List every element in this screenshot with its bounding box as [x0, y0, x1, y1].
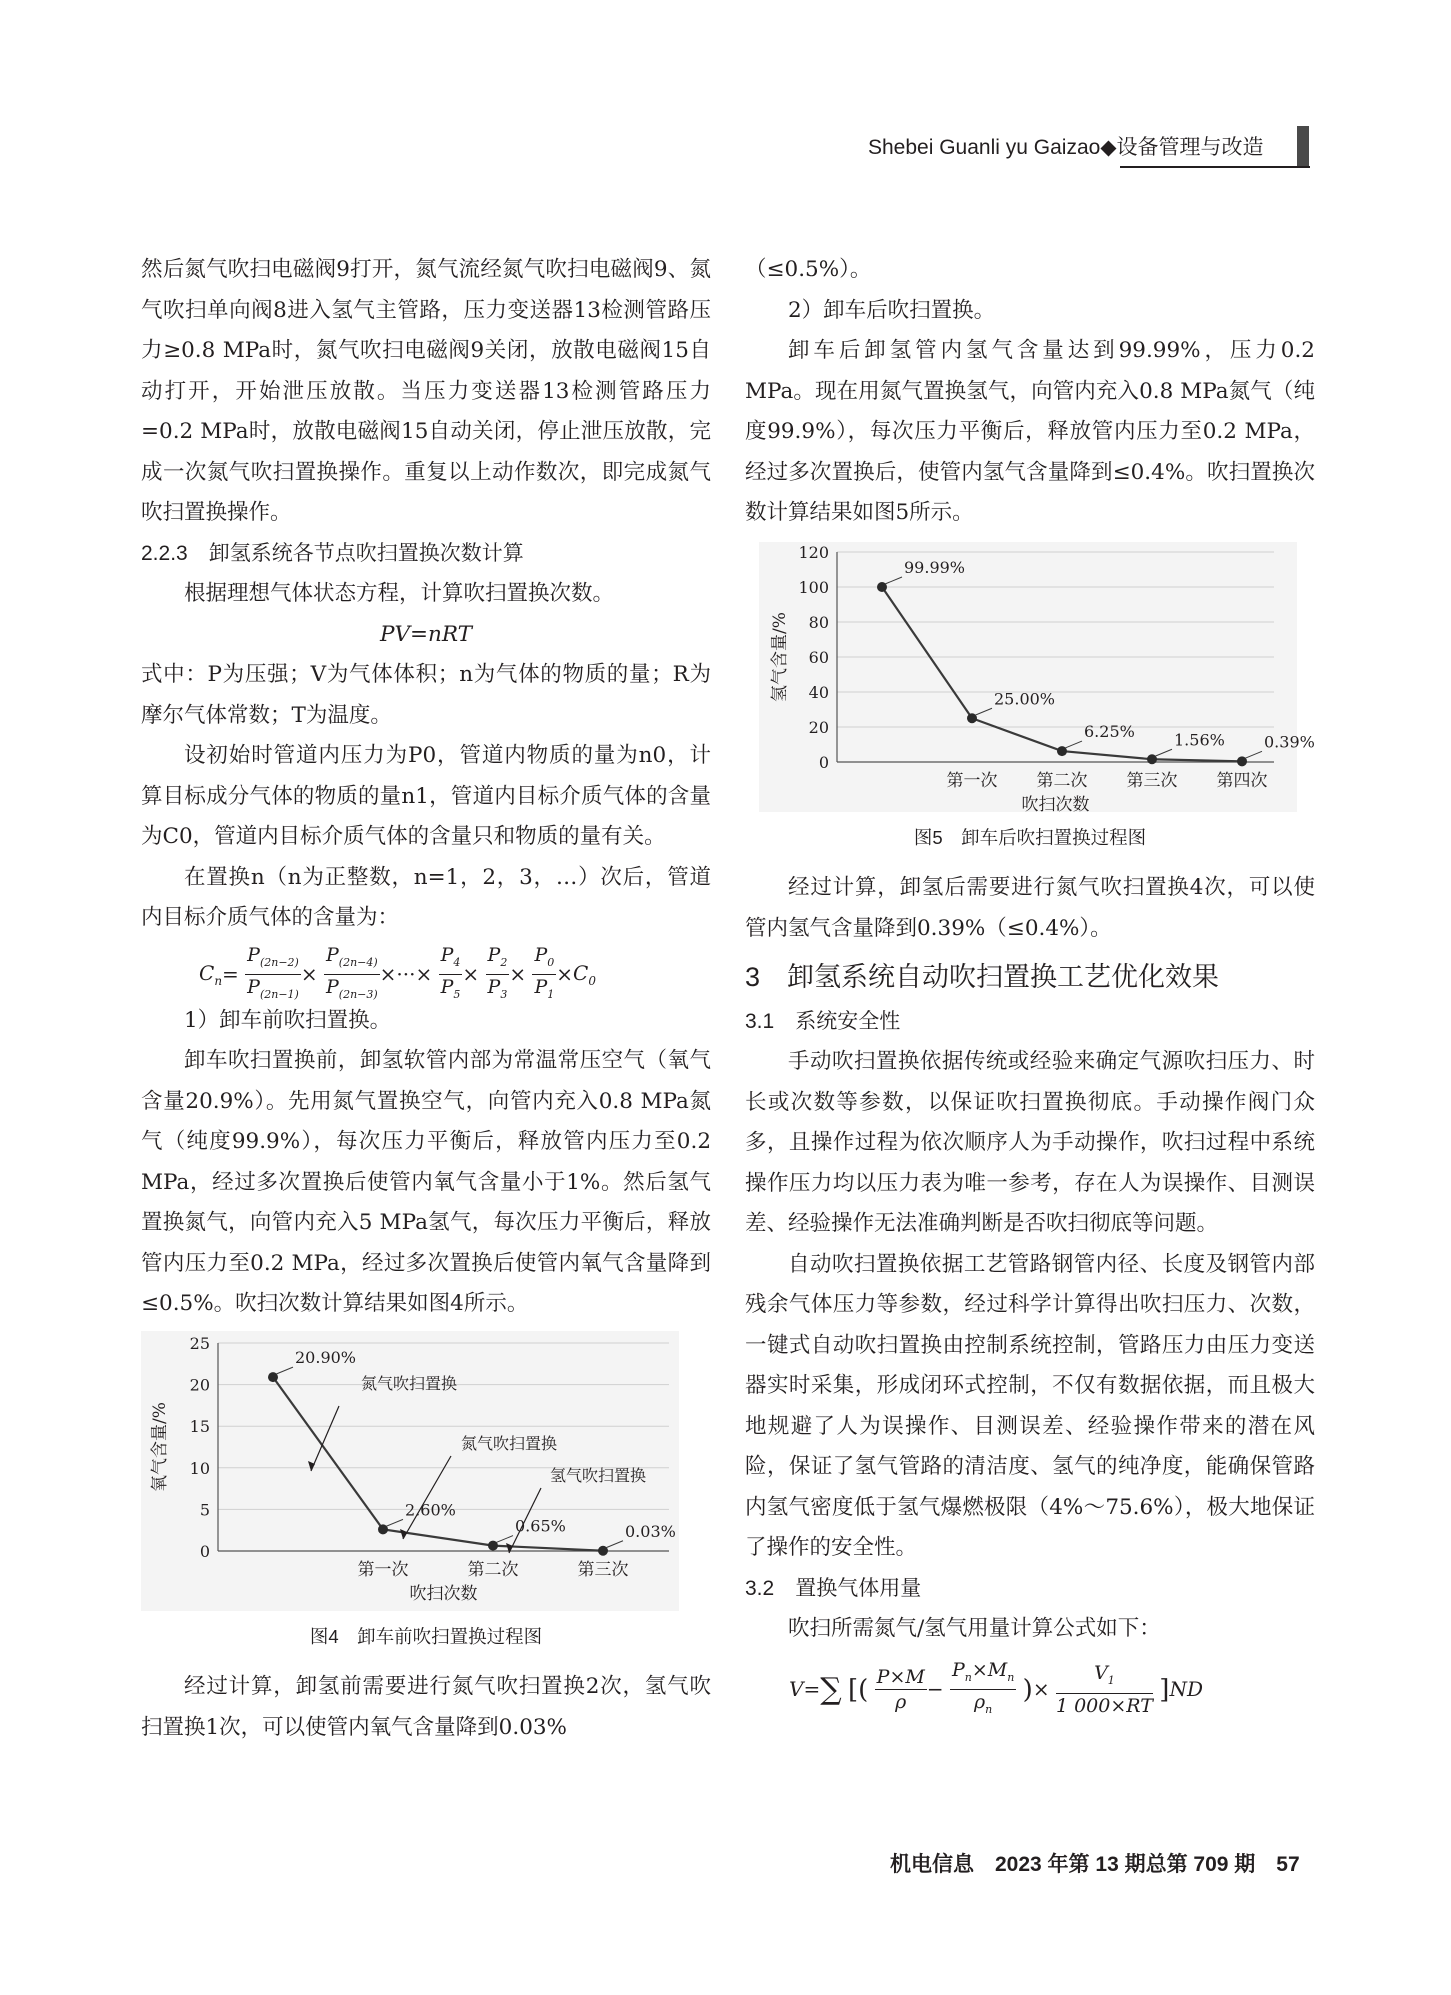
data-label: 99.99%	[904, 557, 966, 577]
y-tick-label: 25	[189, 1333, 210, 1353]
y-tick-label: 20	[189, 1375, 210, 1395]
data-label-leader	[885, 577, 902, 584]
data-label-leader	[496, 1535, 513, 1542]
data-label: 6.25%	[1084, 721, 1135, 741]
paragraph: 式中：P为压强；V为气体体积；n为气体的物质的量；R为摩尔气体常数；T为温度。	[141, 662, 711, 728]
y-tick-label: 60	[808, 647, 829, 667]
chart-4-svg	[141, 1331, 679, 1611]
figure-5-chart	[759, 542, 1315, 815]
y-tick-label: 0	[199, 1541, 210, 1561]
paragraph: 设初始时管道内压力为P0，管道内物质的量为n0，计算目标成分气体的物质的量n1，管道内目标介质气体的含量为C0，管道内目标介质气体的含量只和物质的量有关。	[141, 743, 711, 849]
paragraph: 1）卸车前吹扫置换。	[184, 1007, 392, 1033]
paragraph: 在置换n（n为正整数，n=1，2，3，…）次后，管道内目标介质气体的含量为：	[141, 864, 711, 930]
annotation-label: 氢气吹扫置换	[550, 1465, 647, 1485]
paragraph: 手动吹扫置换依据传统或经验来确定气源吹扫压力、时长或次数等参数，以保证吹扫置换彻底。手动操作阀门众多，且操作过程为依次顺序人为手动操作，吹扫过程中系统操作压力均以压力表为唯一参考，存在人为误操作、目测误差、经验操作无法准确判断是否吹扫彻底等问题。	[745, 1049, 1315, 1236]
equation-ideal-gas: PV=nRT	[379, 621, 472, 647]
x-tick-label: 第四次	[1216, 770, 1268, 791]
paragraph: 吹扫所需氮气/氢气用量计算公式如下：	[788, 1616, 1161, 1641]
y-tick-label: 15	[189, 1416, 210, 1436]
x-tick-label: 第一次	[357, 1559, 409, 1580]
annotation-label: 氮气吹扫置换	[461, 1433, 558, 1453]
data-label-leader	[606, 1540, 623, 1547]
annotation-arrow	[403, 1456, 451, 1539]
data-label: 0.39%	[1264, 731, 1315, 751]
left-column	[141, 250, 711, 1748]
y-axis-title: 氧气含量/%	[150, 1401, 170, 1492]
equation-gas-volume: V=∑ [( $\frac{P\times M}{\rho}$ − $\frac{P_n\times M_n}{\rho_n}$ )× $\frac{V_1}{1 000\times RT}$ ]ND	[789, 1658, 1203, 1718]
running-header: Shebei Guanli yu Gaizao◆设备管理与改造	[868, 136, 1264, 159]
paragraph: 经过计算，卸氢后需要进行氮气吹扫置换4次，可以使管内氢气含量降到0.39%（≤0.4%）。	[745, 875, 1315, 941]
y-tick-label: 10	[189, 1458, 210, 1478]
y-tick-label: 0	[818, 752, 829, 772]
y-tick-label: 120	[798, 542, 829, 562]
data-label-leader	[1155, 749, 1172, 756]
x-tick-label: 第三次	[577, 1559, 629, 1580]
y-tick-label: 5	[199, 1499, 210, 1519]
data-label-leader	[1065, 741, 1082, 748]
data-label: 25.00%	[994, 688, 1056, 708]
y-tick-label: 40	[808, 682, 829, 702]
paragraph: 卸车吹扫置换前，卸氢软管内部为常温常压空气（氧气含量20.9%）。先用氮气置换空气，向管内充入0.8 MPa氮气（纯度99.9%），每次压力平衡后，释放管内压力至0.2 MPa，经过多次置换后使管内氧气含量小于1%。然后氢气置换氮气，向管内充入5 MPa氢气，每次压力平衡后，释放管内压力至0.2 MPa，经过多次置换后使管内氧气含量降到≤0.5%。吹扫次数计算结果如图4所示。	[141, 1048, 711, 1316]
right-column	[745, 250, 1315, 1720]
section-heading: 3 卸氢系统自动吹扫置换工艺优化效果	[745, 962, 1220, 992]
data-label: 0.03%	[625, 1521, 676, 1541]
paragraph: 2）卸车后吹扫置换。	[788, 297, 996, 323]
annotation-arrowhead	[308, 1461, 315, 1471]
subsection-heading: 3.1 系统安全性	[745, 1009, 901, 1033]
y-tick-label: 20	[808, 717, 829, 737]
y-axis-title: 氢气含量/%	[770, 611, 790, 702]
figure-4-caption: 图4 卸车前吹扫置换过程图	[309, 1625, 543, 1647]
subsection-heading: 2.2.3 卸氢系统各节点吹扫置换次数计算	[141, 541, 524, 565]
data-label: 20.90%	[295, 1347, 357, 1367]
data-label: 1.56%	[1174, 729, 1225, 749]
paragraph: （≤0.5%）。	[745, 257, 872, 282]
page-footer: 机电信息 2023 年第 13 期总第 709 期 57	[890, 1853, 1300, 1876]
paragraph: 自动吹扫置换依据工艺管路钢管内径、长度及钢管内部残余气体压力等参数，经过科学计算得出吹扫压力、次数，一键式自动吹扫置换由控制系统控制，管路压力由压力变送器实时采集，形成闭环式控制，不仅有数据依据，而且极大地规避了人为误操作、目测误差、经验操作带来的潜在风险，保证了氢气管路的清洁度、氢气的纯净度，能确保管路内氢气密度低于氢气爆燃极限（4%～75.6%），极大地保证了操作的安全性。	[745, 1251, 1315, 1560]
x-tick-label: 第一次	[946, 770, 998, 791]
header-rule	[1120, 166, 1310, 168]
paragraph: 经过计算，卸氢前需要进行氮气吹扫置换2次，氢气吹扫置换1次，可以使管内氧气含量降到0.03%	[141, 1674, 711, 1740]
x-axis-title: 吹扫次数	[409, 1583, 478, 1604]
data-label-leader	[386, 1519, 403, 1526]
data-label: 2.60%	[405, 1499, 456, 1519]
y-tick-label: 80	[808, 612, 829, 632]
figure-5-caption: 图5 卸车后吹扫置换过程图	[913, 826, 1147, 848]
chart-5-svg	[759, 542, 1315, 815]
x-tick-label: 第三次	[1126, 770, 1178, 791]
header-bar	[1297, 126, 1309, 166]
figure-4-chart	[141, 1331, 679, 1611]
equation-concentration: $C_n=$ $\frac{P_{(2n-2)}}{P_{(2n-1)}}$ × $\frac{P_{(2n-4)}}{P_{(2n-3)}}$ ×···× $\frac{P_4}{P_5}$ × $\frac{P_2}{P_3}$ × $\frac{P_0}{P_1}$ $\times C_0$	[199, 943, 596, 1002]
y-tick-label: 100	[798, 577, 829, 597]
x-tick-label: 第二次	[467, 1559, 519, 1580]
data-label-leader	[975, 708, 992, 715]
subsection-heading: 3.2 置换气体用量	[745, 1576, 922, 1600]
paragraph: 卸车后卸氢管内氢气含量达到99.99%，压力0.2 MPa。现在用氮气置换氢气，向管内充入0.8 MPa氮气（纯度99.9%），每次压力平衡后，释放管内压力至0.2 MPa，经过多次置换后，使管内氢气含量降到≤0.4%。吹扫置换次数计算结果如图5所示。	[745, 338, 1315, 525]
x-axis-title: 吹扫次数	[1021, 794, 1090, 815]
data-label-leader	[276, 1367, 293, 1374]
paragraph: 然后氮气吹扫电磁阀9打开，氮气流经氮气吹扫电磁阀9、氮气吹扫单向阀8进入氢气主管路，压力变送器13检测管路压力≥0.8 MPa时，氮气吹扫电磁阀9关闭，放散电磁阀15自动打开，开始泄压放散。当压力变送器13检测管路压力=0.2 MPa时，放散电磁阀15自动关闭，停止泄压放散，完成一次氮气吹扫置换操作。重复以上动作数次，即完成氮气吹扫置换操作。	[141, 257, 711, 525]
paragraph: 根据理想气体状态方程，计算吹扫置换次数。	[184, 581, 615, 606]
annotation-label: 氮气吹扫置换	[361, 1373, 458, 1393]
data-label: 0.65%	[515, 1516, 566, 1536]
data-label-leader	[1245, 751, 1262, 758]
x-tick-label: 第二次	[1036, 770, 1088, 791]
